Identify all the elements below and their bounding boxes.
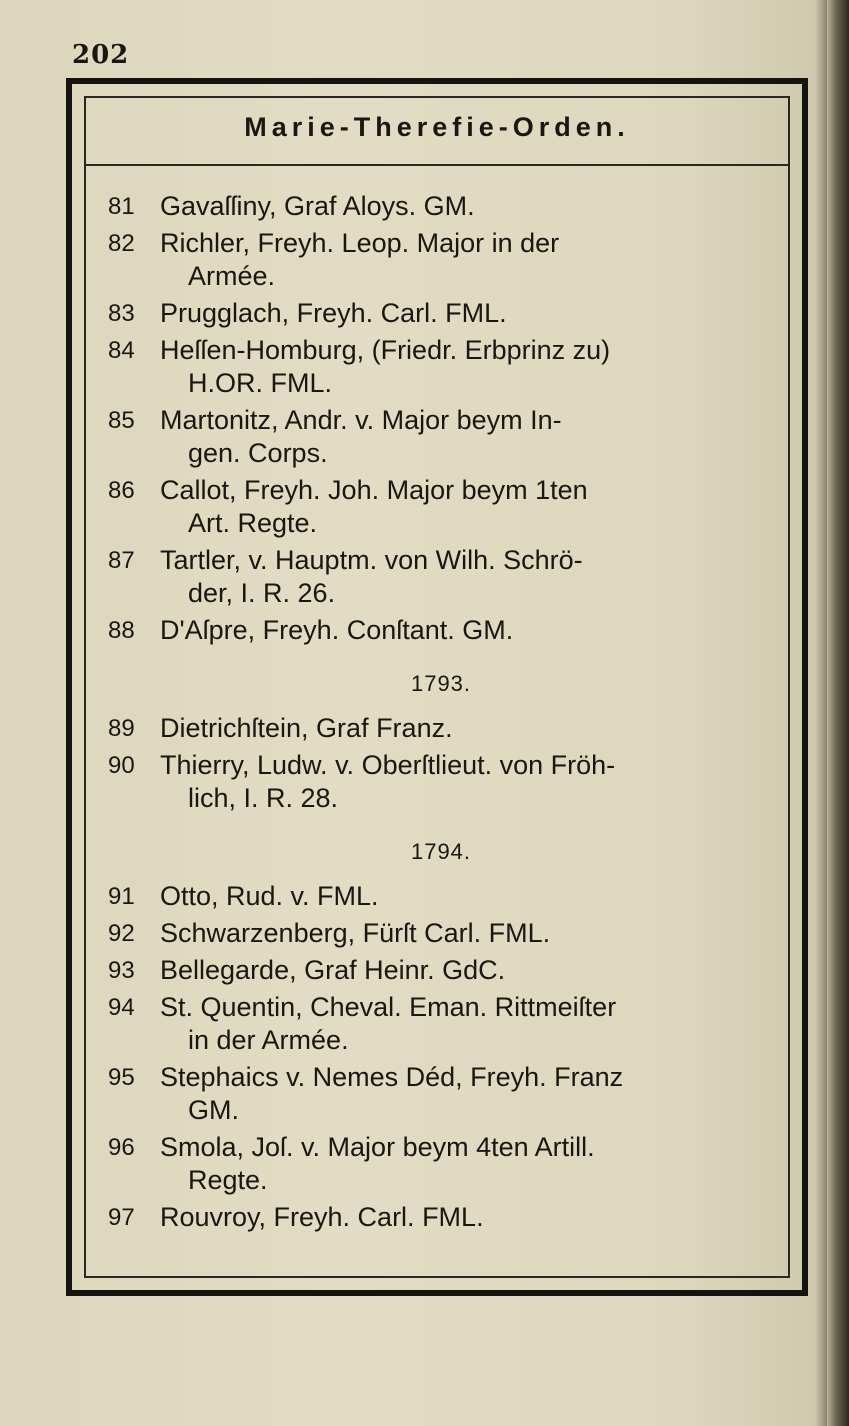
list-item — [108, 190, 774, 223]
entry-list — [108, 190, 774, 1238]
year-heading-1793: 1793. — [410, 671, 472, 696]
entry-number: 86 — [108, 477, 135, 504]
entry-text: Martonitz, Andr. v. Major beym In- — [160, 405, 562, 435]
page-edge-shadow — [827, 0, 849, 1426]
section-title: Marie-Therefie-Orden. — [244, 112, 630, 142]
entry-number: 84 — [108, 337, 135, 364]
entry-text: Heſſen-Homburg, (Friedr. Erbprinz zu) — [160, 335, 611, 365]
entry-number: 90 — [108, 752, 135, 779]
entry-continuation: gen. Corps. — [188, 438, 328, 468]
entry-continuation: der, I. R. 26. — [188, 578, 336, 608]
entry-text: Bellegarde, Graf Heinr. GdC. — [160, 955, 506, 985]
entry-text: Smola, Joſ. v. Major beym 4ten Artill. — [160, 1132, 595, 1162]
list-item — [108, 614, 774, 647]
entry-text: Callot, Freyh. Joh. Major beym 1ten — [160, 475, 588, 505]
entry-text: Dietrichſtein, Graf Franz. — [160, 713, 453, 743]
entry-text: Thierry, Ludw. v. Oberſtlieut. von Fröh- — [160, 750, 616, 780]
list-frame — [66, 78, 808, 1296]
page-number: 202 — [72, 40, 130, 70]
entry-text: St. Quentin, Cheval. Eman. Rittmeiſter — [160, 992, 617, 1022]
list-item — [108, 1201, 774, 1234]
list-item — [108, 404, 774, 470]
list-item — [108, 334, 774, 400]
entry-continuation: H.OR. FML. — [188, 368, 333, 398]
entry-number: 81 — [108, 193, 135, 220]
entry-number: 92 — [108, 920, 135, 947]
entry-text: Rouvroy, Freyh. Carl. FML. — [160, 1202, 484, 1232]
entry-text: D'Aſpre, Freyh. Conſtant. GM. — [160, 615, 514, 645]
list-item — [108, 712, 774, 745]
list-item — [108, 1131, 774, 1197]
entry-group-1794 — [108, 880, 774, 1234]
entry-number: 97 — [108, 1204, 135, 1231]
entry-continuation: GM. — [188, 1095, 239, 1125]
entry-group-1793 — [108, 712, 774, 815]
list-item — [108, 474, 774, 540]
entry-number: 89 — [108, 715, 135, 742]
entry-text: Prugglach, Freyh. Carl. FML. — [160, 298, 507, 328]
year-heading-1794: 1794. — [410, 839, 472, 864]
list-item — [108, 749, 774, 815]
entry-number: 88 — [108, 617, 135, 644]
list-frame-inner — [84, 96, 790, 1278]
entry-continuation: in der Armée. — [188, 1025, 349, 1055]
entry-continuation: lich, I. R. 28. — [188, 783, 339, 813]
entry-text: Richler, Freyh. Leop. Major in der — [160, 228, 560, 258]
entry-group-1792 — [108, 190, 774, 647]
entry-number: 91 — [108, 883, 135, 910]
entry-number: 96 — [108, 1134, 135, 1161]
entry-number: 83 — [108, 300, 135, 327]
entry-continuation: Art. Regte. — [188, 508, 318, 538]
entry-continuation: Regte. — [188, 1165, 268, 1195]
entry-text: Otto, Rud. v. FML. — [160, 881, 379, 911]
list-item — [108, 954, 774, 987]
entry-text: Tartler, v. Hauptm. von Wilh. Schrö- — [160, 545, 583, 575]
list-item — [108, 917, 774, 950]
entry-text: Stephaics v. Nemes Déd, Freyh. Franz — [160, 1062, 624, 1092]
list-item — [108, 544, 774, 610]
list-item — [108, 1061, 774, 1127]
list-item — [108, 297, 774, 330]
entry-number: 87 — [108, 547, 135, 574]
list-item — [108, 991, 774, 1057]
entry-number: 94 — [108, 994, 135, 1021]
entry-text: Gavaſſiny, Graf Aloys. GM. — [160, 191, 475, 221]
list-item — [108, 227, 774, 293]
entry-continuation: Armée. — [188, 261, 276, 291]
entry-number: 85 — [108, 407, 135, 434]
header-divider — [86, 164, 788, 166]
list-item — [108, 880, 774, 913]
entry-number: 95 — [108, 1064, 135, 1091]
entry-number: 82 — [108, 230, 135, 257]
entry-text: Schwarzenberg, Fürſt Carl. FML. — [160, 918, 551, 948]
entry-number: 93 — [108, 957, 135, 984]
